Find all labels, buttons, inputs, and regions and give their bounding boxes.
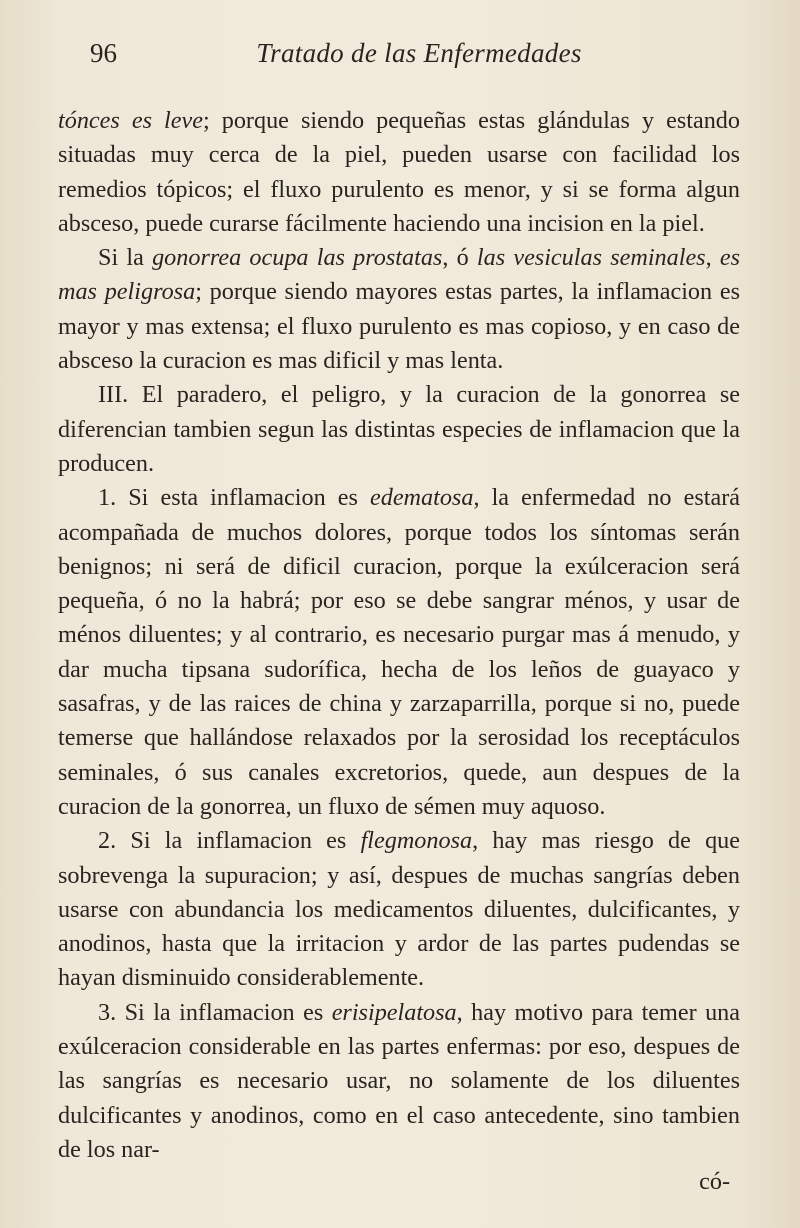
running-title: Tratado de las Enfermedades xyxy=(256,38,582,68)
paragraph xyxy=(58,241,740,378)
text-run: , ó xyxy=(442,244,477,272)
text-run: 3. Si la inflamacion es xyxy=(98,998,332,1026)
body-text xyxy=(58,104,740,1167)
text-run: III. El paradero, el peligro, y la curacion de la gonorrea se diferencian tambien segun las distintas especies de inflamacion que la producen. xyxy=(58,381,740,477)
italic-text: es mas peligrosa xyxy=(58,244,741,306)
text-run: 2. Si la inflamacion es xyxy=(98,827,361,855)
paragraph xyxy=(58,104,740,241)
text-run: Si la xyxy=(98,244,153,272)
paragraph xyxy=(58,481,740,824)
italic-text: las vesiculas seminales xyxy=(476,244,706,272)
italic-text: gonorrea ocupa las prostatas xyxy=(152,244,443,272)
italic-text: flegmonosa xyxy=(360,827,473,855)
page-number: 96 xyxy=(90,38,117,68)
text-run: , hay motivo para temer una exúlceracion considerable en las partes enfermas: por eso, despues de las sangrías es necesario usar, no solamente de los diluentes dulcificantes y anodinos, como en el caso antecedente, sino tambien de los nar- xyxy=(58,998,741,1163)
text-run: , hay mas riesgo de que sobrevenga la supuracion; y así, despues de muchas sangrías deben usarse con abundancia los medicamentos diluentes, dulcificantes, y anodinos, hasta que la irritacion y ardor de las partes pudendas se hayan disminuido considerablemente. xyxy=(58,827,741,992)
text-run: 1. Si esta inflamacion es xyxy=(98,484,370,512)
page-header xyxy=(58,38,740,82)
paragraph xyxy=(58,378,740,481)
italic-text: erisipelatosa xyxy=(331,998,457,1026)
catchword: có- xyxy=(699,1168,730,1196)
text-run: ; porque siendo pequeñas estas glándulas y estando situadas muy cerca de la piel, pueden usarse con facilidad los remedios tópicos; el fluxo purulento es menor, y si se forma algun absceso, puede curarse fácilmente haciendo una incision en la piel. xyxy=(58,107,740,237)
paragraph xyxy=(58,996,740,1167)
italic-text: tónces es leve xyxy=(58,107,203,134)
paragraph xyxy=(58,824,740,995)
italic-text: edematosa xyxy=(369,484,474,512)
text-run: , la enfermedad no estará acompañada de muchos dolores, porque todos los síntomas serán benignos; ni será de dificil curacion, porque la exúlceracion será pequeña, ó no la habrá; por eso se debe sangrar ménos, y usar de ménos diluentes; y al contrario, es necesario purgar mas á menudo, y dar mucha tipsana sudorífica, hecha de los leños de guayaco y sasafras, y de las raices de china y zarzaparrilla, porque si no, puede temerse que hallándose relaxados por la serosidad los receptáculos seminales, ó sus canales excretorios, quede, aun despues de la curacion de la gonorrea, un fluxo de sémen muy aquoso. xyxy=(58,484,740,820)
text-run: , xyxy=(705,244,720,272)
text-run: ; porque siendo mayores estas partes, la inflamacion es mayor y mas extensa; el fluxo purulento es mas copioso, y en caso de absceso la curacion es mas dificil y mas lenta. xyxy=(58,278,741,375)
